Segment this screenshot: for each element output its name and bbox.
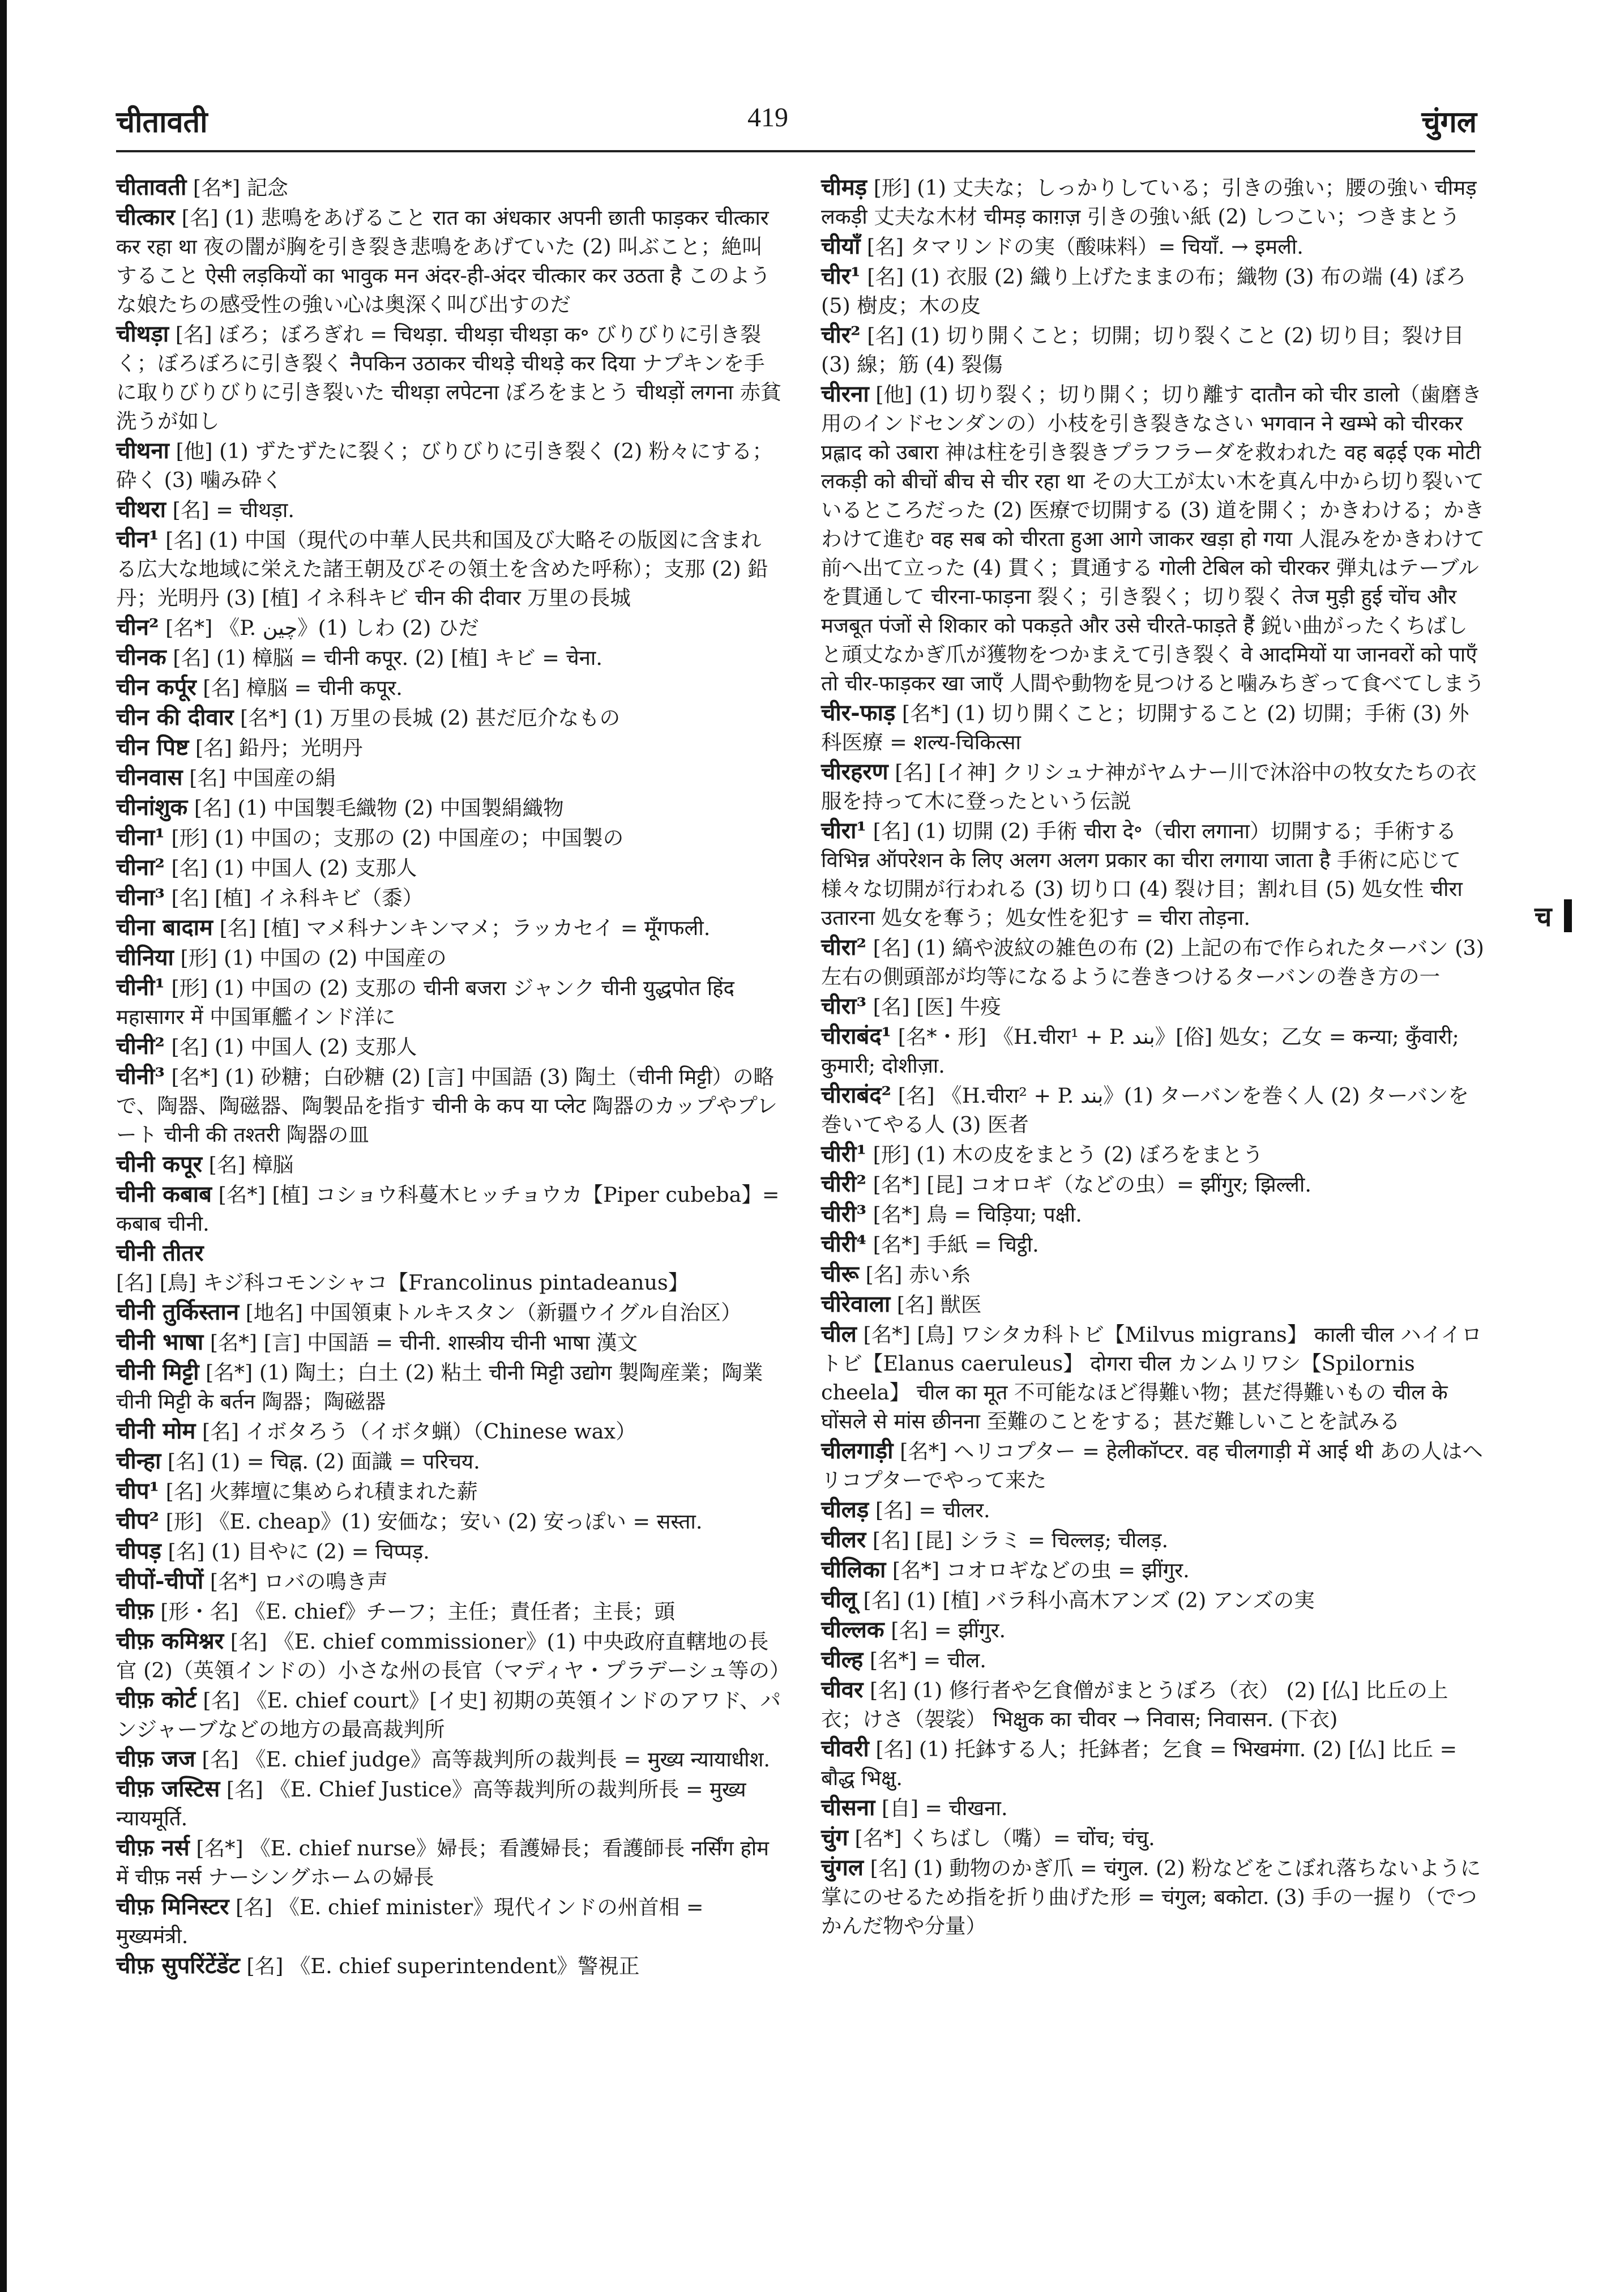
entry-headword: चीप² [116, 1508, 159, 1534]
entry-headword: चीनी³ [116, 1063, 165, 1090]
dictionary-entry [116, 973, 781, 1031]
dictionary-entry [821, 1853, 1486, 1940]
dictionary-entry [821, 1675, 1486, 1734]
dictionary-entry [116, 1744, 781, 1774]
entry-definition: [形] (1) 丈夫な；しっかりしている；引きの強い；腰の強い चीमड़ लकड़ी 丈夫な木材 चीमड़ काग़ज़ 引きの強い紙 (2) しつこい；つきまとう [821, 176, 1477, 229]
entry-definition: [名] 樟脳 [202, 1153, 294, 1177]
dictionary-entry [116, 673, 781, 702]
entry-definition: [名] (1) 中国人 (2) 支那人 [164, 856, 417, 880]
dictionary-entry [116, 436, 781, 494]
entry-headword: चीथड़ा [116, 321, 169, 347]
entry-definition: [名*] (1) 砂糖；白砂糖 (2) [言] 中国語 (3) 陶土（चीनी मिट्टी）の略で、陶器、陶磁器、陶製品を指す चीनी के कप या प्लेट 陶器のカップやプレート चीनी की तश्तरी 陶器の皿 [116, 1065, 777, 1147]
dictionary-entry [821, 1230, 1486, 1259]
entry-headword: चीफ़ जज [116, 1745, 195, 1772]
entry-headword: चीना बादाम [116, 914, 213, 941]
entry-headword: चीन¹ [116, 526, 159, 553]
entry-headword: चीरहरण [821, 758, 888, 785]
entry-headword: चीप¹ [116, 1478, 159, 1504]
dictionary-entry [116, 1774, 781, 1833]
entry-headword: चीना¹ [116, 824, 165, 851]
entry-headword: चीनी तीतर [116, 1240, 204, 1266]
entry-definition: [名] 中国産の絹 [182, 766, 336, 790]
entry-definition: [名] 獣医 [890, 1292, 982, 1317]
entry-definition: [名*・形] 《H.चीरा¹ + P. بند》[俗] 処女；乙女 = कन्या; कुँवारी; कुमारी; दोशीज़ा. [821, 1025, 1459, 1078]
dictionary-entry [116, 1416, 781, 1446]
entry-definition: [自] = चीखना. [875, 1796, 1008, 1820]
entry-headword: चीराबंद¹ [821, 1023, 892, 1049]
dictionary-entry [821, 992, 1486, 1021]
entry-definition: [名] (1) 中国（現代の中華人民共和国及び大略その版図に含まれる広大な地域に栄えた諸王朝及びその領土を含めた呼称）；支那 (2) 鉛丹；光明丹 (3) [植] イネ科キビ चीन की दीवार 万里の長城 [116, 528, 768, 610]
entry-headword: चीलड़ [821, 1496, 869, 1523]
dictionary-entry [116, 1446, 781, 1476]
dictionary-entry [821, 1290, 1486, 1319]
entry-definition: [形] (1) 中国の (2) 中国産の [173, 946, 447, 970]
dictionary-entry [116, 1358, 781, 1416]
entry-headword: चीसना [821, 1794, 875, 1821]
dictionary-entry [116, 1150, 781, 1179]
dictionary-entry [821, 1615, 1486, 1645]
dictionary-entry [821, 1081, 1486, 1139]
dictionary-entry [116, 1506, 781, 1536]
entry-definition: [形] (1) 中国の；支那の (2) 中国産の；中国製の [164, 826, 624, 850]
dictionary-entry [116, 613, 781, 642]
entry-headword: चीथरा [116, 496, 166, 523]
dictionary-entry [821, 1734, 1486, 1792]
entry-headword: चीनक [116, 644, 166, 671]
entry-headword: चीलिका [821, 1556, 886, 1583]
entry-headword: चुंग [821, 1824, 848, 1851]
entry-headword: चीनवास [116, 764, 183, 791]
dictionary-entry [116, 1180, 781, 1238]
entry-headword: चीर¹ [821, 263, 861, 289]
entry-definition: [名] (1) 中国製毛織物 (2) 中国製絹織物 [187, 796, 564, 820]
entry-definition: [名] (1) 托鉢する人；托鉢者；乞食 = भिखमंगा. (2) [仏] 比丘 = बौद्ध भिक्षु. [821, 1737, 1458, 1790]
entry-headword: चीनी¹ [116, 974, 165, 1001]
dictionary-entry [821, 173, 1486, 231]
entry-definition: [地名] 中国領東トルキスタン（新疆ウイグル自治区） [239, 1300, 742, 1325]
entry-definition: [名*] (1) 万里の長城 (2) 甚だ厄介なもの [233, 706, 621, 730]
running-head-right: चुंगल [1421, 105, 1477, 139]
entry-headword: चीपड़ [116, 1538, 161, 1564]
entry-headword: चीरना [821, 381, 869, 407]
entry-headword: चीरा³ [821, 993, 866, 1019]
entry-definition: [形] (1) 中国の (2) 支那の चीनी बजरा ジャンク चीनी युद्धपोत हिंद महासागर में 中国軍艦インド洋に [116, 976, 734, 1029]
entry-headword: चीफ़ कोर्ट [116, 1687, 196, 1713]
entry-definition: [名] (1) 切り開くこと；切開；切り裂くこと (2) 切り目；裂け目 (3) 線；筋 (4) 裂傷 [821, 323, 1464, 377]
entry-headword: चीन पिष्ट [116, 734, 189, 761]
dictionary-entry [821, 1170, 1486, 1199]
dictionary-entry [116, 1536, 781, 1566]
entry-definition: [名] 《E. chief judge》高等裁判所の裁判長 = मुख्य न्यायाधीश. [195, 1747, 770, 1772]
dictionary-entry [116, 495, 781, 524]
entry-headword: चील्लक [821, 1616, 884, 1643]
entry-definition: [名] 火葬壇に集められ積まれた薪 [159, 1479, 478, 1504]
entry-headword: चुंगल [821, 1854, 864, 1881]
entry-definition: [形・名] 《E. chief》チーフ；主任；責任者；主長；頭 [153, 1599, 676, 1624]
entry-headword: चीरी² [821, 1171, 866, 1197]
entry-headword: चीरी⁴ [821, 1231, 866, 1257]
entry-definition: [名] (1) 切開 (2) 手術 चीरा दे॰（चीरा लगाना）切開する；手術する विभिन्न ऑपरेशन के लिए अलग अलग प्रकार का चीरा लगाया जाता है 手術に応じて様々な切開が行われる (3) 切り口 (4) 裂け目；割れ目 (5) 処女性 चीरा उतारना 処女を奪う；処女性を犯す = चीरा तोड़ना. [821, 819, 1463, 930]
entry-headword: चीलू [821, 1586, 857, 1613]
entry-definition: [名*] 《E. chief nurse》婦長；看護婦長；看護師長 नर्सिंग होम में चीफ़ नर्स ナーシングホームの婦長 [116, 1836, 769, 1889]
dictionary-entry [821, 1260, 1486, 1289]
page-binding-edge [0, 0, 7, 2292]
dictionary-entry [116, 173, 781, 202]
entry-headword: चीफ़ सुपरिंटेंडेंट [116, 1952, 240, 1979]
entry-definition: [名*] ロバの鳴き声 [203, 1569, 388, 1594]
dictionary-entry [821, 933, 1486, 991]
dictionary-entry [821, 698, 1486, 757]
page-number: 419 [747, 103, 788, 133]
entry-definition: [名] 《H.चीरा² + P. بند》(1) ターバンを巻く人 (2) ターバンを巻いてやる人 (3) 医者 [821, 1083, 1469, 1137]
entry-headword: चीत्कार [116, 204, 175, 231]
entry-definition: [名*] [言] 中国語 = चीनी. शास्त्रीय चीनी भाषा 漢文 [203, 1330, 638, 1355]
dictionary-entry [116, 943, 781, 972]
entry-definition: [名] = झींगुर. [884, 1618, 1006, 1642]
dictionary-entry [821, 1200, 1486, 1229]
entry-headword: चीफ़ [116, 1598, 154, 1624]
entry-definition: [他] (1) ずたずたに裂く；びりびりに引き裂く (2) 粉々にする；砕く (3) 噛み砕く [116, 439, 773, 492]
entry-definition: [形] 《E. cheap》(1) 安価な；安い (2) 安っぽい = सस्ता. [159, 1509, 703, 1534]
entry-headword: चीफ़ नर्स [116, 1834, 190, 1861]
dictionary-entry [821, 262, 1486, 320]
dictionary-entry [116, 733, 781, 762]
dictionary-entry [116, 1297, 781, 1327]
entry-headword: चीवर [821, 1676, 864, 1703]
entry-definition: [名] 《E. chief court》[イ史] 初期の英領インドのアワド、パンジャーブなどの地方の最高裁判所 [116, 1688, 781, 1742]
entry-definition: [名] (1) 修行者や乞食僧がまとうぼろ（衣） (2) [仏] 比丘の上衣；けさ（袈裟） भिक्षुक का चीवर → निवास; निवासन. (下衣) [821, 1678, 1448, 1731]
entry-definition: [名] 《E. chief minister》現代インドの州首相 = मुख्यमंत्री. [116, 1895, 704, 1948]
dictionary-entry [821, 1585, 1486, 1615]
entry-headword: चीतावती [116, 174, 187, 200]
dictionary-entry [821, 1495, 1486, 1525]
dictionary-entry [821, 379, 1486, 698]
dictionary-entry [821, 1793, 1486, 1822]
entry-headword: चीरेवाला [821, 1291, 891, 1317]
entry-headword: चीरू [821, 1261, 859, 1287]
entry-definition: [名] 赤い糸 [858, 1262, 971, 1287]
entry-headword: चीन्हा [116, 1448, 161, 1474]
entry-headword: चीर² [821, 322, 861, 348]
entry-headword: चीनांशुक [116, 794, 188, 821]
dictionary-entry [821, 1139, 1486, 1169]
header-rule [116, 150, 1475, 152]
entry-definition: [名] [鳥] キジ科コモンシャコ【Francolinus pintadeanus】 [116, 1270, 689, 1295]
running-head-left: चीतावती [116, 105, 208, 139]
entry-headword: चीफ़ कमिश्नर [116, 1628, 224, 1654]
entry-headword: चीनी भाषा [116, 1329, 204, 1355]
entry-definition: [名] [植] イネ科キビ（黍） [164, 886, 424, 910]
entry-definition: [名] タマリンドの実（酸味料）= चियाँ. → इमली. [860, 234, 1304, 259]
entry-definition: [名*] = चील. [863, 1648, 986, 1672]
entry-headword: चीन की दीवार [116, 704, 234, 731]
entry-definition: [名] 《E. chief superintendent》警視正 [240, 1954, 640, 1978]
dictionary-entry [116, 1833, 781, 1892]
dictionary-entry [821, 232, 1486, 261]
entry-definition: [名] イボタろう（イボタ蝋）（Chinese wax） [195, 1419, 636, 1444]
entry-headword: चीना³ [116, 884, 165, 911]
entry-definition: [名*] 《P. چين》(1) しわ (2) ひだ [159, 616, 479, 640]
dictionary-entry [116, 1032, 781, 1061]
dictionary-entry [821, 321, 1486, 379]
entry-definition: [名] 樟脳 = चीनी कपूर. [196, 676, 403, 700]
dictionary-entry [821, 757, 1486, 816]
dictionary-entry [821, 816, 1486, 932]
entry-headword: चील्ह [821, 1646, 864, 1673]
entry-definition: [名] [昆] シラミ = चिल्लड़; चीलड़. [866, 1528, 1169, 1552]
entry-headword: चील [821, 1321, 857, 1347]
dictionary-entry [821, 1823, 1486, 1853]
entry-definition: [名] (1) 衣服 (2) 織り上げたままの布；織物 (3) 布の端 (4) ぼろ (5) 樹皮；木の皮 [821, 264, 1467, 318]
entry-definition: [名*] [植] コショウ科蔓木ヒッチョウカ【Piper cubeba】= कबाब चीनी. [116, 1183, 780, 1236]
dictionary-entry [821, 1320, 1486, 1436]
dictionary-entry [116, 1328, 781, 1357]
dictionary-entry [116, 883, 781, 912]
dictionary-entry [116, 1597, 781, 1626]
right-column [821, 173, 1486, 1941]
entry-headword: चीना² [116, 854, 165, 881]
dictionary-entry [116, 1951, 781, 1981]
dictionary-entry [116, 853, 781, 882]
entry-definition: [名] [イ神] クリシュナ神がヤムナー川で沐浴中の牧女たちの衣服を持って木に登ったという伝説 [821, 760, 1477, 813]
dictionary-entry [116, 1567, 781, 1596]
entry-definition: [名] ぼろ；ぼろぎれ = चिथड़ा. चीथड़ा चीथड़ा क॰ びりびりに引き裂く；ぼろぼろに引き裂く नैपकिन उठाकर चीथड़े चीथड़े कर दिया ナプキンを手に取りびりびりに引き裂いた चीथड़ा लपेटना ぼろをまとう चीथड़ों लगना 赤貧洗うが如し [116, 322, 781, 433]
dictionary-entry [116, 1239, 781, 1297]
entry-definition: [名] (1) = चिह्न. (2) 面識 = परिचय. [161, 1449, 480, 1474]
entry-definition: [名] [医] 牛疫 [866, 995, 1001, 1019]
dictionary-entry [116, 1892, 781, 1950]
dictionary-entry [821, 1525, 1486, 1555]
dictionary-entry [116, 319, 781, 436]
entry-definition: [名] (1) 樟脳 = चीनी कपूर. (2) [植] キビ = चेना. [166, 646, 602, 670]
entry-definition: [名*] ヘリコプター = हेलीकॉप्टर. वह चीलगाड़ी में आई थी あの人はヘリコプターでやって来た [821, 1439, 1483, 1492]
entry-headword: चीनिया [116, 944, 174, 971]
dictionary-entry [116, 1476, 781, 1506]
dictionary-entry [116, 703, 781, 732]
entry-headword: चीनी² [116, 1033, 165, 1060]
entry-definition: [名*] (1) 切り開くこと；切開すること (2) 切開；手術 (3) 外科医療 = शल्य-चिकित्सा [821, 701, 1469, 754]
dictionary-entry [116, 763, 781, 792]
dictionary-entry [116, 913, 781, 942]
entry-headword: चीनी कपूर [116, 1151, 203, 1177]
entry-headword: चीरा² [821, 934, 866, 961]
entry-definition: [名] 《E. chief commissioner》(1) 中央政府直轄地の長官 (2)（英領インドの）小さな州の長官（マディヤ・プラデーシュ等の） [116, 1629, 790, 1683]
entry-definition: [名] 鉛丹；光明丹 [189, 736, 363, 760]
entry-headword: चीफ़ मिनिस्टर [116, 1893, 229, 1920]
entry-headword: चीवरी [821, 1735, 869, 1762]
entry-headword: चीनी तुर्किस्तान [116, 1299, 240, 1325]
entry-headword: चीफ़ जस्टिस [116, 1775, 220, 1802]
entry-definition: [名*] 記念 [186, 176, 288, 200]
entry-headword: चीथना [116, 437, 169, 464]
entry-headword: चीयाँ [821, 233, 861, 259]
entry-definition: [名] = चीलर. [869, 1498, 990, 1522]
entry-headword: चीरी¹ [821, 1141, 866, 1167]
thumb-index-letter: च [1535, 901, 1552, 933]
entry-definition: [名] (1) 目やに (2) = चिप्पड़. [161, 1539, 430, 1564]
dictionary-entry [116, 203, 781, 319]
entry-definition: [名*] [昆] コオロギ（などの虫）= झींगुर; झिल्ली. [866, 1172, 1311, 1197]
dictionary-entry [821, 1555, 1486, 1585]
entry-headword: चीराबंद² [821, 1082, 892, 1108]
dictionary-entry [116, 823, 781, 852]
dictionary-entry [116, 1685, 781, 1744]
entry-definition: [名] (1) 中国人 (2) 支那人 [164, 1035, 417, 1059]
entry-definition: [名*] (1) 陶土；白土 (2) 粘土 चीनी मिट्टी उद्योग 製陶産業；陶業 चीनी मिट्टी के बर्तन 陶器；陶磁器 [116, 1360, 763, 1414]
entry-headword: चीर-फाड़ [821, 699, 896, 726]
entry-definition: [名] = चीथड़ा. [166, 498, 294, 522]
dictionary-entry [116, 643, 781, 672]
entry-headword: चीलगाड़ी [821, 1437, 894, 1464]
dictionary-entry [821, 1022, 1486, 1080]
entry-headword: चीनी मोम [116, 1418, 196, 1444]
entry-definition: [名*] 手紙 = चिट्ठी. [866, 1232, 1039, 1257]
dictionary-entry [116, 525, 781, 612]
entry-definition: [名] (1) 悲鳴をあげること रात का अंधकार अपनी छाती फाड़कर चीत्कार कर रहा था 夜の闇が胸を引き裂き悲鳴をあげていた (2) 叫ぶこと；絶叫すること ऐसी लड़कियों का भावुक मन अंदर-ही-अंदर चीत्कार कर उठता है このような娘たちの感受性の強い心は奥深く叫び出すのだ [116, 206, 771, 317]
thumb-index-bar [1564, 899, 1572, 932]
left-column [116, 173, 790, 1981]
entry-definition: [他] (1) 切り裂く；切り開く；切り離す दातौन को चीर डालो（歯磨き用のインドセンダンの）小枝を引き裂きなさい भगवान ने खम्भे को चीरकर प्रह्लाद को उबारा 神は柱を引き裂きプラフラーダを救われた वह बढ़ई एक मोटी लकड़ी को बीचों बीच से चीर रहा था その大工が太い木を真ん中から切り裂いているところだった (2) 医療で切開する (3) 道を開く；かきわける；かきわけて進む वह सब को चीरता हुआ आगे जाकर खड़ा हो गया 人混みをかきわけて前へ出て立った (4) 貫く；貫通する गोली टेबिल को चीरकर 弾丸はテーブルを貫通して चीरना-फाड़ना 裂く；引き裂く；切り裂く तेज मुड़ी हुई चोंच और मजबूत पंजों से शिकार को पकड़ते और उसे चीरते-फाड़ते हैं 鋭い曲がったくちばしと頑丈なかぎ爪が獲物をつかまえて引き裂く वे आदमियों या जानवरों को पाएँ तो चीर-फाड़कर खा जाएँ 人間や動物を見つけると噛みちぎって食べてしまう [821, 382, 1485, 695]
entry-definition: [名*] [鳥] ワシタカ科トビ【Milvus migrans】 काली चील ハイイロトビ【Elanus caeruleus】 दोगरा चील カンムリワシ【Spilornis cheela】 चील का मूत 不可能なほど得難い物；甚だ得難いもの चील के घोंसले से मांस छीनना 至難のことをする；甚だ難しいことを試みる [821, 1322, 1482, 1433]
entry-headword: चीरी³ [821, 1201, 866, 1227]
entry-definition: [名] (1) [植] バラ科小高木アンズ (2) アンズの実 [856, 1588, 1315, 1612]
entry-headword: चीरा¹ [821, 817, 866, 844]
entry-definition: [名] 《E. Chief Justice》高等裁判所の裁判所長 = मुख्य न्यायमूर्ति. [116, 1777, 746, 1830]
dictionary-entry [821, 1436, 1486, 1495]
entry-headword: चीनी मिट्टी [116, 1359, 199, 1385]
entry-headword: चीनी कबाब [116, 1181, 212, 1207]
entry-definition: [名*] 鳥 = चिड़िया; पक्षी. [866, 1202, 1082, 1227]
entry-headword: चीन कर्पूर [116, 674, 196, 701]
entry-headword: चीन² [116, 614, 159, 641]
entry-definition: [形] (1) 木の皮をまとう (2) ぼろをまとう [866, 1142, 1263, 1167]
entry-headword: चीपों-चीपों [116, 1568, 204, 1594]
dictionary-entry [116, 1627, 790, 1685]
entry-definition: [名] (1) 縞や波紋の雑色の布 (2) 上記の布で作られたターバン (3) 左右の側頭部が均等になるように巻きつけるターバンの巻き方の一 [821, 936, 1484, 989]
entry-definition: [名] (1) 動物のかぎ爪 = चंगुल. (2) 粉などをこぼれ落ちないように掌にのせるため指を折り曲げた形 = चंगुल; बकोटा. (3) 手の一握り（でつかんだ物や分量） [821, 1856, 1481, 1938]
dictionary-entry [821, 1645, 1486, 1675]
dictionary-entry [116, 1062, 781, 1149]
dictionary-entry [116, 793, 781, 822]
entry-definition: [名*] くちばし（嘴）= चोंच; चंचु. [848, 1826, 1155, 1850]
entry-definition: [名] [植] マメ科ナンキンマメ；ラッカセイ = मूँगफली. [212, 916, 711, 940]
entry-definition: [名*] コオロギなどの虫 = झींगुर. [886, 1558, 1190, 1582]
entry-headword: चीमड़ [821, 174, 867, 200]
entry-headword: चीलर [821, 1526, 866, 1553]
